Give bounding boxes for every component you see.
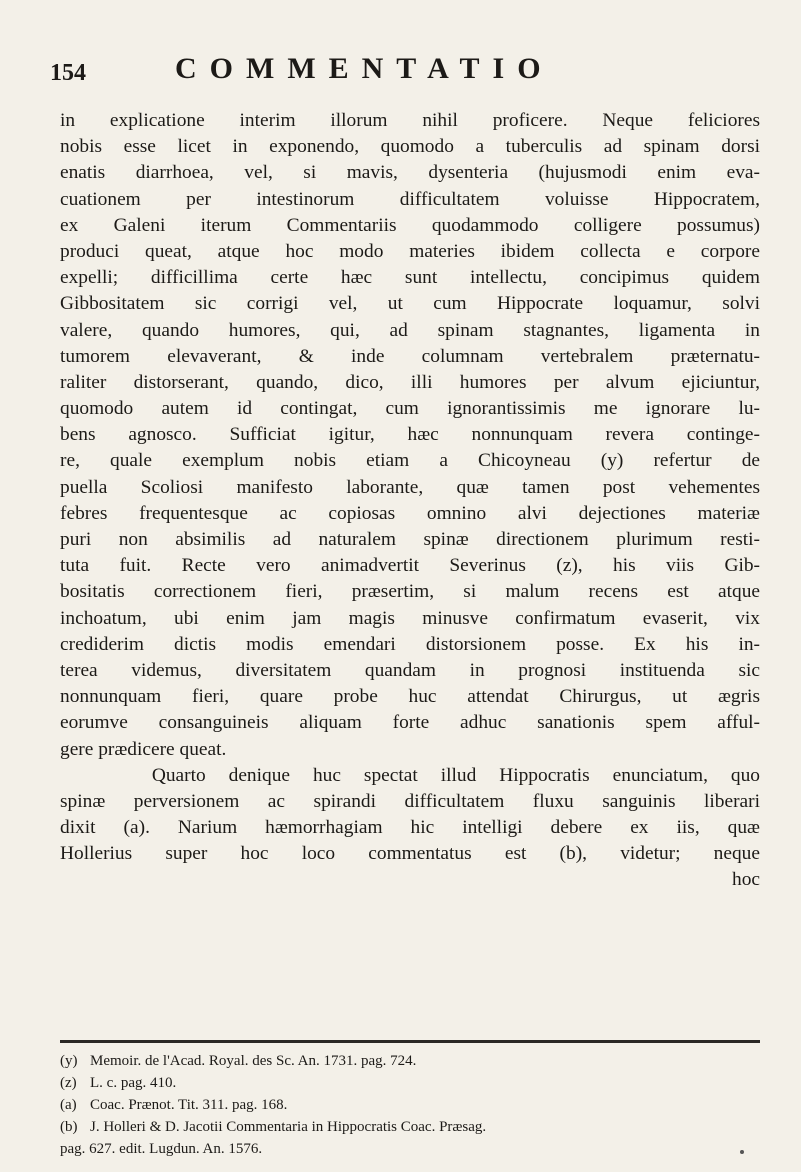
footnote-mark: (a): [60, 1097, 77, 1113]
text-line: in explicatione interim illorum nihil proficere. Neque feliciores: [60, 110, 760, 131]
footnote-text: Coac. Prænot. Tit. 311. pag. 168.: [90, 1097, 288, 1113]
text-line: eorumve consanguineis aliquam forte adhuc sanationis spem afful-: [60, 712, 760, 734]
footnote: [60, 1050, 760, 1072]
text-line: raliter distorserant, quando, dico, illi humores per alvum ejiciuntur,: [60, 371, 760, 393]
text-line: ex Galeni iterum Commentariis quodammodo colligere possumus): [60, 214, 760, 236]
footnote-text: L. c. pag. 410.: [90, 1075, 177, 1091]
text-line: puella Scoliosi manifesto laborante, quæ tamen post vehementes: [60, 476, 760, 498]
text-line: tumorem elevaverant, & inde columnam vertebralem præternatu-: [60, 345, 760, 367]
body-text: [60, 108, 760, 894]
text-line: cuationem per intestinorum difficultatem voluisse Hippocratem,: [60, 188, 760, 210]
text-line: Quarto denique huc spectat illud Hippocratis enunciatum, quo: [60, 764, 760, 786]
text-line: terea videmus, diversitatem quandam in prognosi instituenda sic: [60, 659, 760, 681]
footnote: [60, 1072, 760, 1094]
footnote-text: J. Holleri & D. Jacotii Commentaria in Hippocratis Coac. Præsag.: [90, 1119, 487, 1135]
footnote-mark: (b): [60, 1119, 78, 1135]
text-line: gere prædicere queat.: [60, 738, 227, 760]
text-line: inchoatum, ubi enim jam magis minusve confirmatum evaserit, vix: [60, 607, 760, 629]
page-header: [0, 52, 801, 92]
text-line: dixit (a). Narium hæmorrhagiam hic intelligi debere ex iis, quæ: [60, 817, 760, 839]
footnote-rule: [60, 1040, 760, 1043]
text-line: spinæ perversionem ac spirandi difficultatem fluxu sanguinis liberari: [60, 790, 760, 812]
text-line: Gibbositatem sic corrigi vel, ut cum Hippocrate loquamur, solvi: [60, 293, 760, 315]
text-line: nobis esse licet in exponendo, quomodo a tuberculis ad spinam dorsi: [60, 136, 760, 158]
text-line: enatis diarrhoea, vel, si mavis, dysenteria (hujusmodi enim eva-: [60, 162, 760, 184]
text-line: bositatis correctionem fieri, præsertim, si malum recens est atque: [60, 581, 760, 603]
text-line: produci queat, atque hoc modo materies ibidem collecta e corpore: [60, 240, 760, 262]
catchword: hoc: [732, 869, 760, 891]
text-line: puri non absimilis ad naturalem spinæ directionem plurimum resti-: [60, 529, 760, 550]
page-speck: [740, 1150, 744, 1154]
text-line: bens agnosco. Sufficiat igitur, hæc nonnunquam revera continge-: [60, 424, 760, 446]
text-line: febres frequentesque ac copiosas omnino alvi dejectiones materiæ: [60, 502, 760, 524]
footnote-mark: (z): [60, 1075, 77, 1091]
text-line: expelli; difficillima certe hæc sunt intellectu, concipimus quidem: [60, 267, 760, 289]
running-head: COMMENTATIO: [175, 52, 554, 85]
text-line: crediderim dictis modis emendari distorsionem posse. Ex his in-: [60, 633, 760, 655]
text-line: Hollerius super hoc loco commentatus est (b), videtur; neque: [60, 843, 760, 865]
text-line: tuta fuit. Recte vero animadvertit Severinus (z), his viis Gib-: [60, 555, 760, 577]
footnote-text: Memoir. de l'Acad. Royal. des Sc. An. 1731. pag. 724.: [90, 1053, 417, 1069]
footnote: [60, 1116, 760, 1138]
footnote-text: pag. 627. edit. Lugdun. An. 1576.: [60, 1141, 263, 1157]
footnote-continuation: [60, 1138, 760, 1160]
text-line: re, quale exemplum nobis etiam a Chicoyneau (y) refertur de: [60, 450, 760, 472]
footnote-mark: (y): [60, 1053, 78, 1069]
text-line: quomodo autem id contingat, cum ignorantissimis me ignorare lu-: [60, 398, 760, 420]
footnote: [60, 1094, 760, 1116]
footnotes: [60, 1050, 760, 1160]
text-line: nonnunquam fieri, quare probe huc attendat Chirurgus, ut ægris: [60, 686, 760, 708]
page-number: 154: [50, 60, 86, 86]
text-line: valere, quando humores, qui, ad spinam stagnantes, ligamenta in: [60, 319, 760, 341]
